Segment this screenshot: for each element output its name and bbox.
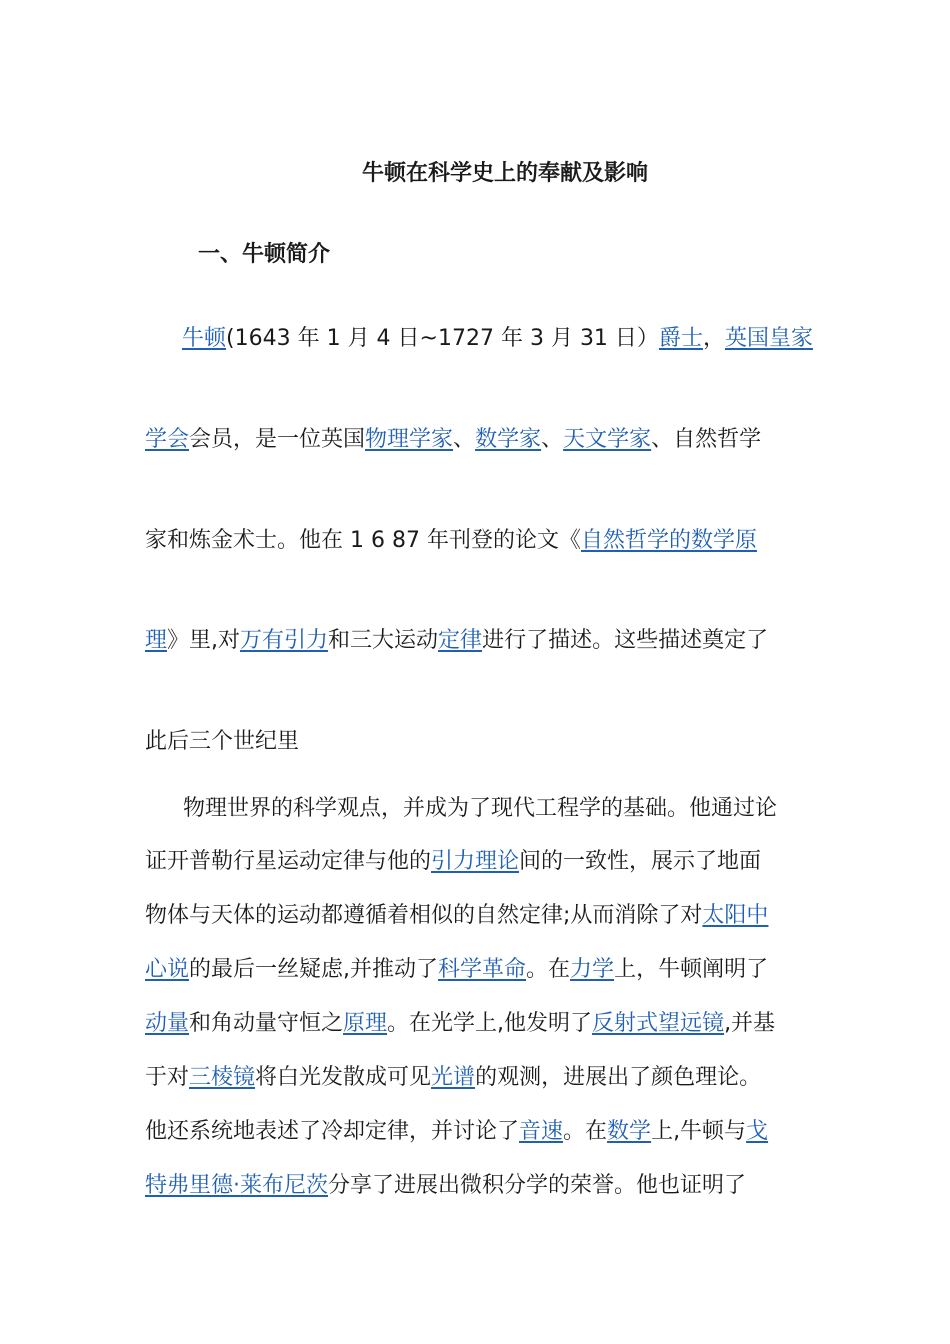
wiki-link[interactable]: 英国皇家: [724, 326, 813, 351]
wiki-link[interactable]: 引力理论: [431, 849, 520, 874]
paragraph-line: [145, 425, 761, 455]
wiki-link[interactable]: 自然哲学的数学原: [580, 528, 757, 553]
wiki-link[interactable]: 光谱: [431, 1065, 476, 1090]
text-run: 物体与天体的运动都遵循着相似的自然定律;从而消除了对: [145, 903, 703, 928]
wiki-link[interactable]: 定律: [438, 628, 483, 653]
paragraph-line: [183, 794, 777, 824]
text-run: 的最后一丝疑虑,并推动了: [189, 957, 439, 982]
wiki-link[interactable]: 动量: [145, 1011, 190, 1036]
text-run: 会员，是一位英国: [189, 427, 366, 452]
wiki-link[interactable]: 万有引力: [240, 628, 329, 653]
paragraph-line: [145, 626, 768, 656]
text-run: 将白光发散成可见: [255, 1065, 432, 1090]
paragraph-line: [145, 526, 757, 556]
paragraph-line: [145, 901, 768, 931]
text-run: 于对: [145, 1065, 190, 1090]
text-run: (1643 年 1 月 4 日~1727 年 3 月 31 日）: [226, 326, 659, 351]
text-run: 此后三个世纪里: [145, 729, 300, 754]
text-run: 进行了描述。这些描述奠定了: [482, 628, 769, 653]
text-run: 和三大运动: [328, 628, 439, 653]
text-run: 间的一致性，展示了地面: [519, 849, 762, 874]
wiki-link[interactable]: 理: [145, 628, 168, 653]
wiki-link[interactable]: 数学: [607, 1119, 652, 1144]
wiki-link[interactable]: 数学家: [475, 427, 542, 452]
paragraph-line: [182, 324, 813, 354]
text-run: 物理世界的科学观点，并成为了现代工程学的基础。他通过论: [183, 796, 778, 821]
text-run: 上,牛顿与: [651, 1119, 747, 1144]
text-run: 》里,对: [167, 628, 241, 653]
text-run: 证开普勒行星运动定律与他的: [145, 849, 432, 874]
section-heading: 一、牛顿简介: [198, 242, 331, 267]
wiki-link[interactable]: 音速: [519, 1119, 564, 1144]
text-run: 、: [541, 427, 564, 452]
wiki-link[interactable]: 天文学家: [563, 427, 652, 452]
wiki-link[interactable]: 原理: [343, 1011, 388, 1036]
wiki-link[interactable]: 力学: [570, 957, 615, 982]
text-run: ,并基: [724, 1011, 776, 1036]
text-run: 。在光学上,他发明了: [387, 1011, 593, 1036]
wiki-link[interactable]: 戈: [746, 1119, 769, 1144]
wiki-link[interactable]: 太阳中: [702, 903, 769, 928]
text-run: 、: [453, 427, 476, 452]
paragraph-line: [145, 955, 768, 985]
paragraph-line: [145, 847, 761, 877]
text-run: 的观测，进展出了颜色理论。: [475, 1065, 762, 1090]
text-run: 家和炼金术士。他在 1 6 87 年刊登的论文《: [145, 528, 581, 553]
wiki-link[interactable]: 牛顿: [182, 326, 227, 351]
text-run: 。在: [526, 957, 571, 982]
text-run: 、自然哲学: [651, 427, 762, 452]
wiki-link[interactable]: 心说: [145, 957, 190, 982]
wiki-link[interactable]: 反射式望远镜: [592, 1011, 725, 1036]
paragraph-line: [145, 1063, 761, 1093]
wiki-link[interactable]: 学会: [145, 427, 190, 452]
text-run: 分享了进展出微积分学的荣誉。他也证明了: [328, 1173, 747, 1198]
document-title: 牛顿在科学史上的奉献及影响: [361, 161, 648, 186]
paragraph-line: [145, 1009, 775, 1039]
paragraph-line: [145, 1171, 746, 1201]
text-run: 上，牛顿阐明了: [614, 957, 769, 982]
text-run: 他还系统地表述了冷却定律，并讨论了: [145, 1119, 520, 1144]
paragraph-line: [145, 727, 299, 757]
text-run: 。在: [563, 1119, 608, 1144]
paragraph-line: [145, 1117, 768, 1147]
wiki-link[interactable]: 三棱镜: [189, 1065, 256, 1090]
wiki-link[interactable]: 爵士: [658, 326, 703, 351]
wiki-link[interactable]: 特弗里德·莱布尼茨: [145, 1173, 328, 1198]
wiki-link[interactable]: 科学革命: [438, 957, 527, 982]
text-run: ，: [702, 326, 725, 351]
wiki-link[interactable]: 物理学家: [365, 427, 454, 452]
text-run: 和角动量守恒之: [189, 1011, 344, 1036]
